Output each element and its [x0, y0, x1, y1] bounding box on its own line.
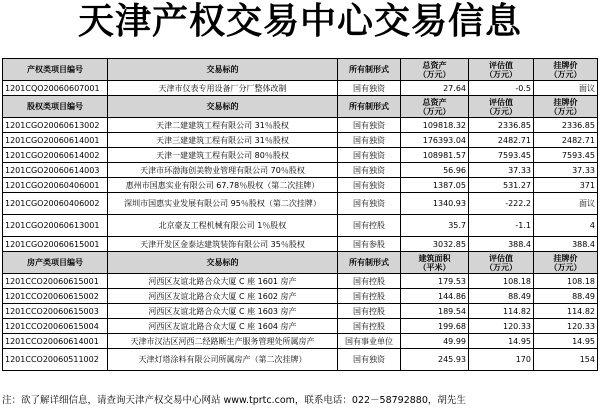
cell-appraisal: 7593.45 [469, 148, 534, 163]
cell-listing-price: 面议 [534, 193, 598, 215]
cell-total-value: 35.7 [401, 215, 469, 237]
cell-listing-price: 面议 [534, 81, 598, 96]
cell-listing-price: 37.33 [534, 163, 598, 178]
cell-project-code: 1201CGO20060615001 [3, 237, 108, 252]
cell-listing-price: 2336.85 [534, 118, 598, 133]
cell-subject: 天津市仪表专用设备厂分厂整体改制 [108, 81, 338, 96]
table-row [3, 304, 598, 319]
table-row [3, 148, 598, 163]
table-row [3, 237, 598, 252]
cell-listing-price: 388.4 [534, 237, 598, 252]
cell-listing-price: 371 [534, 178, 598, 193]
cell-appraisal: 108.18 [469, 274, 534, 289]
cell-project-code: 1201CQO20060607001 [3, 81, 108, 96]
table-row [3, 193, 598, 215]
cell-listing-price: 108.18 [534, 274, 598, 289]
cell-total-value: 189.54 [401, 304, 469, 319]
header-subject: 交易标的 [108, 96, 338, 118]
cell-subject: 河西区友谊北路合众大厦 C 座 1604 房产 [108, 319, 338, 334]
cell-subject: 天津一建建筑工程有限公司 80％股权 [108, 148, 338, 163]
header-ownership: 所有制形式 [338, 252, 401, 274]
cell-listing-price: 4 [534, 215, 598, 237]
cell-subject: 天津市汉沽区河西二经路断生产服务管理处所属房产 [108, 334, 338, 349]
cell-project-code: 1201CGO20060614002 [3, 148, 108, 163]
table-row [3, 163, 598, 178]
table-row [3, 81, 598, 96]
section-header-row [3, 59, 598, 81]
header-appraisal: 评估值 （万元） [469, 252, 534, 274]
header-project-code: 股权类项目编号 [3, 96, 108, 118]
cell-appraisal: -0.5 [469, 81, 534, 96]
cell-total-value: 109818.32 [401, 118, 469, 133]
header-subject: 交易标的 [108, 59, 338, 81]
cell-appraisal: 120.33 [469, 319, 534, 334]
cell-subject: 河西区友谊北路合众大厦 C 座 1601 房产 [108, 274, 338, 289]
table-row [3, 133, 598, 148]
page-title: 天津产权交易中心交易信息 [77, 1, 522, 42]
cell-listing-price: 114.82 [534, 304, 598, 319]
cell-listing-price: 7593.45 [534, 148, 598, 163]
table-row [3, 274, 598, 289]
cell-ownership: 国有独资 [338, 163, 401, 178]
cell-ownership: 国有独资 [338, 178, 401, 193]
cell-total-value: 108981.57 [401, 148, 469, 163]
cell-project-code: 1201CCO20060511002 [3, 349, 108, 371]
cell-listing-price: 14.95 [534, 334, 598, 349]
cell-total-value: 199.68 [401, 319, 469, 334]
section-header-row [3, 252, 598, 274]
table-row [3, 349, 598, 371]
header-project-code: 房产类项目编号 [3, 252, 108, 274]
cell-ownership: 国有控股 [338, 215, 401, 237]
header-total-value: 总资产 （万元） [401, 59, 469, 81]
cell-project-code: 1201CGO20060614001 [3, 133, 108, 148]
cell-ownership: 国有独资 [338, 148, 401, 163]
cell-ownership: 国有独资 [338, 193, 401, 215]
cell-appraisal: 14.95 [469, 334, 534, 349]
cell-subject: 天津市环渤海创美物业管理有限公司 70％股权 [108, 163, 338, 178]
cell-total-value: 3032.85 [401, 237, 469, 252]
cell-project-code: 1201CCO20060614001 [3, 334, 108, 349]
table-row [3, 215, 598, 237]
cell-project-code: 1201CGO20060614003 [3, 163, 108, 178]
cell-total-value: 56.96 [401, 163, 469, 178]
cell-appraisal: -222.2 [469, 193, 534, 215]
cell-ownership: 国有控股 [338, 319, 401, 334]
cell-project-code: 1201CCO20060615004 [3, 319, 108, 334]
cell-total-value: 245.93 [401, 349, 469, 371]
contact-note: 注：欲了解详细信息，请查询天津产权交易中心网站 www.tprtc.com，联系电话：022－58792880，胡先生 [2, 395, 466, 406]
cell-listing-price: 2482.71 [534, 133, 598, 148]
cell-appraisal: -1.1 [469, 215, 534, 237]
table-row [3, 289, 598, 304]
cell-ownership: 国有控股 [338, 304, 401, 319]
header-total-value: 总资产 （万元） [401, 96, 469, 118]
header-ownership: 所有制形式 [338, 59, 401, 81]
cell-subject: 河西区友谊北路合众大厦 C 座 1603 房产 [108, 304, 338, 319]
cell-appraisal: 2482.71 [469, 133, 534, 148]
header-project-code: 产权类项目编号 [3, 59, 108, 81]
cell-listing-price: 88.49 [534, 289, 598, 304]
cell-appraisal: 170 [469, 349, 534, 371]
cell-subject: 河西区友谊北路合众大厦 C 座 1602 房产 [108, 289, 338, 304]
header-listing-price: 挂牌价 （万元） [534, 252, 598, 274]
cell-listing-price: 120.33 [534, 319, 598, 334]
cell-subject: 深圳市国惠实业发展有限公司 95％股权（第二次挂牌） [108, 193, 338, 215]
cell-subject: 天津三建建筑工程有限公司 31％股权 [108, 133, 338, 148]
cell-project-code: 1201CCO20060615003 [3, 304, 108, 319]
cell-subject: 天津二建建筑工程有限公司 31％股权 [108, 118, 338, 133]
header-subject: 交易标的 [108, 252, 338, 274]
cell-total-value: 1387.05 [401, 178, 469, 193]
table-row [3, 118, 598, 133]
table-row [3, 319, 598, 334]
cell-ownership: 国有控股 [338, 274, 401, 289]
cell-total-value: 176393.04 [401, 133, 469, 148]
cell-ownership: 国有参股 [338, 237, 401, 252]
cell-total-value: 49.99 [401, 334, 469, 349]
cell-subject: 天津灯塔涂料有限公司所属房产（第二次挂牌） [108, 349, 338, 371]
cell-total-value: 27.64 [401, 81, 469, 96]
cell-ownership: 国有独资 [338, 133, 401, 148]
cell-project-code: 1201CGO20060613001 [3, 215, 108, 237]
cell-appraisal: 88.49 [469, 289, 534, 304]
cell-project-code: 1201CCO20060615002 [3, 289, 108, 304]
cell-appraisal: 114.82 [469, 304, 534, 319]
header-listing-price: 挂牌价 （万元） [534, 59, 598, 81]
cell-ownership: 国有独资 [338, 81, 401, 96]
cell-listing-price: 154 [534, 349, 598, 371]
header-appraisal: 评估值 （万元） [469, 59, 534, 81]
table-row [3, 334, 598, 349]
cell-subject: 北京豪友工程机械有限公司 1％股权 [108, 215, 338, 237]
cell-ownership: 国有事业单位 [338, 334, 401, 349]
cell-total-value: 179.53 [401, 274, 469, 289]
header-total-value: 建筑面积 （平米） [401, 252, 469, 274]
cell-total-value: 1340.93 [401, 193, 469, 215]
cell-ownership: 国有控股 [338, 289, 401, 304]
cell-appraisal: 531.27 [469, 178, 534, 193]
cell-ownership: 国有独资 [338, 118, 401, 133]
cell-appraisal: 388.4 [469, 237, 534, 252]
header-listing-price: 挂牌价 （万元） [534, 96, 598, 118]
cell-appraisal: 2336.85 [469, 118, 534, 133]
cell-subject: 惠州市国惠实业有限公司 67.78％股权（第二次挂牌） [108, 178, 338, 193]
cell-project-code: 1201CGO20060613002 [3, 118, 108, 133]
header-ownership: 所有制形式 [338, 96, 401, 118]
cell-project-code: 1201CGO20060406001 [3, 178, 108, 193]
cell-total-value: 144.86 [401, 289, 469, 304]
cell-ownership: 国有独资 [338, 349, 401, 371]
section-header-row [3, 96, 598, 118]
listing-table [2, 58, 598, 371]
header-appraisal: 评估值 （万元） [469, 96, 534, 118]
cell-project-code: 1201CGO20060406002 [3, 193, 108, 215]
cell-subject: 天津开发区金泰达建筑装饰有限公司 35％股权 [108, 237, 338, 252]
table-row [3, 178, 598, 193]
cell-appraisal: 37.33 [469, 163, 534, 178]
cell-project-code: 1201CCO20060615001 [3, 274, 108, 289]
